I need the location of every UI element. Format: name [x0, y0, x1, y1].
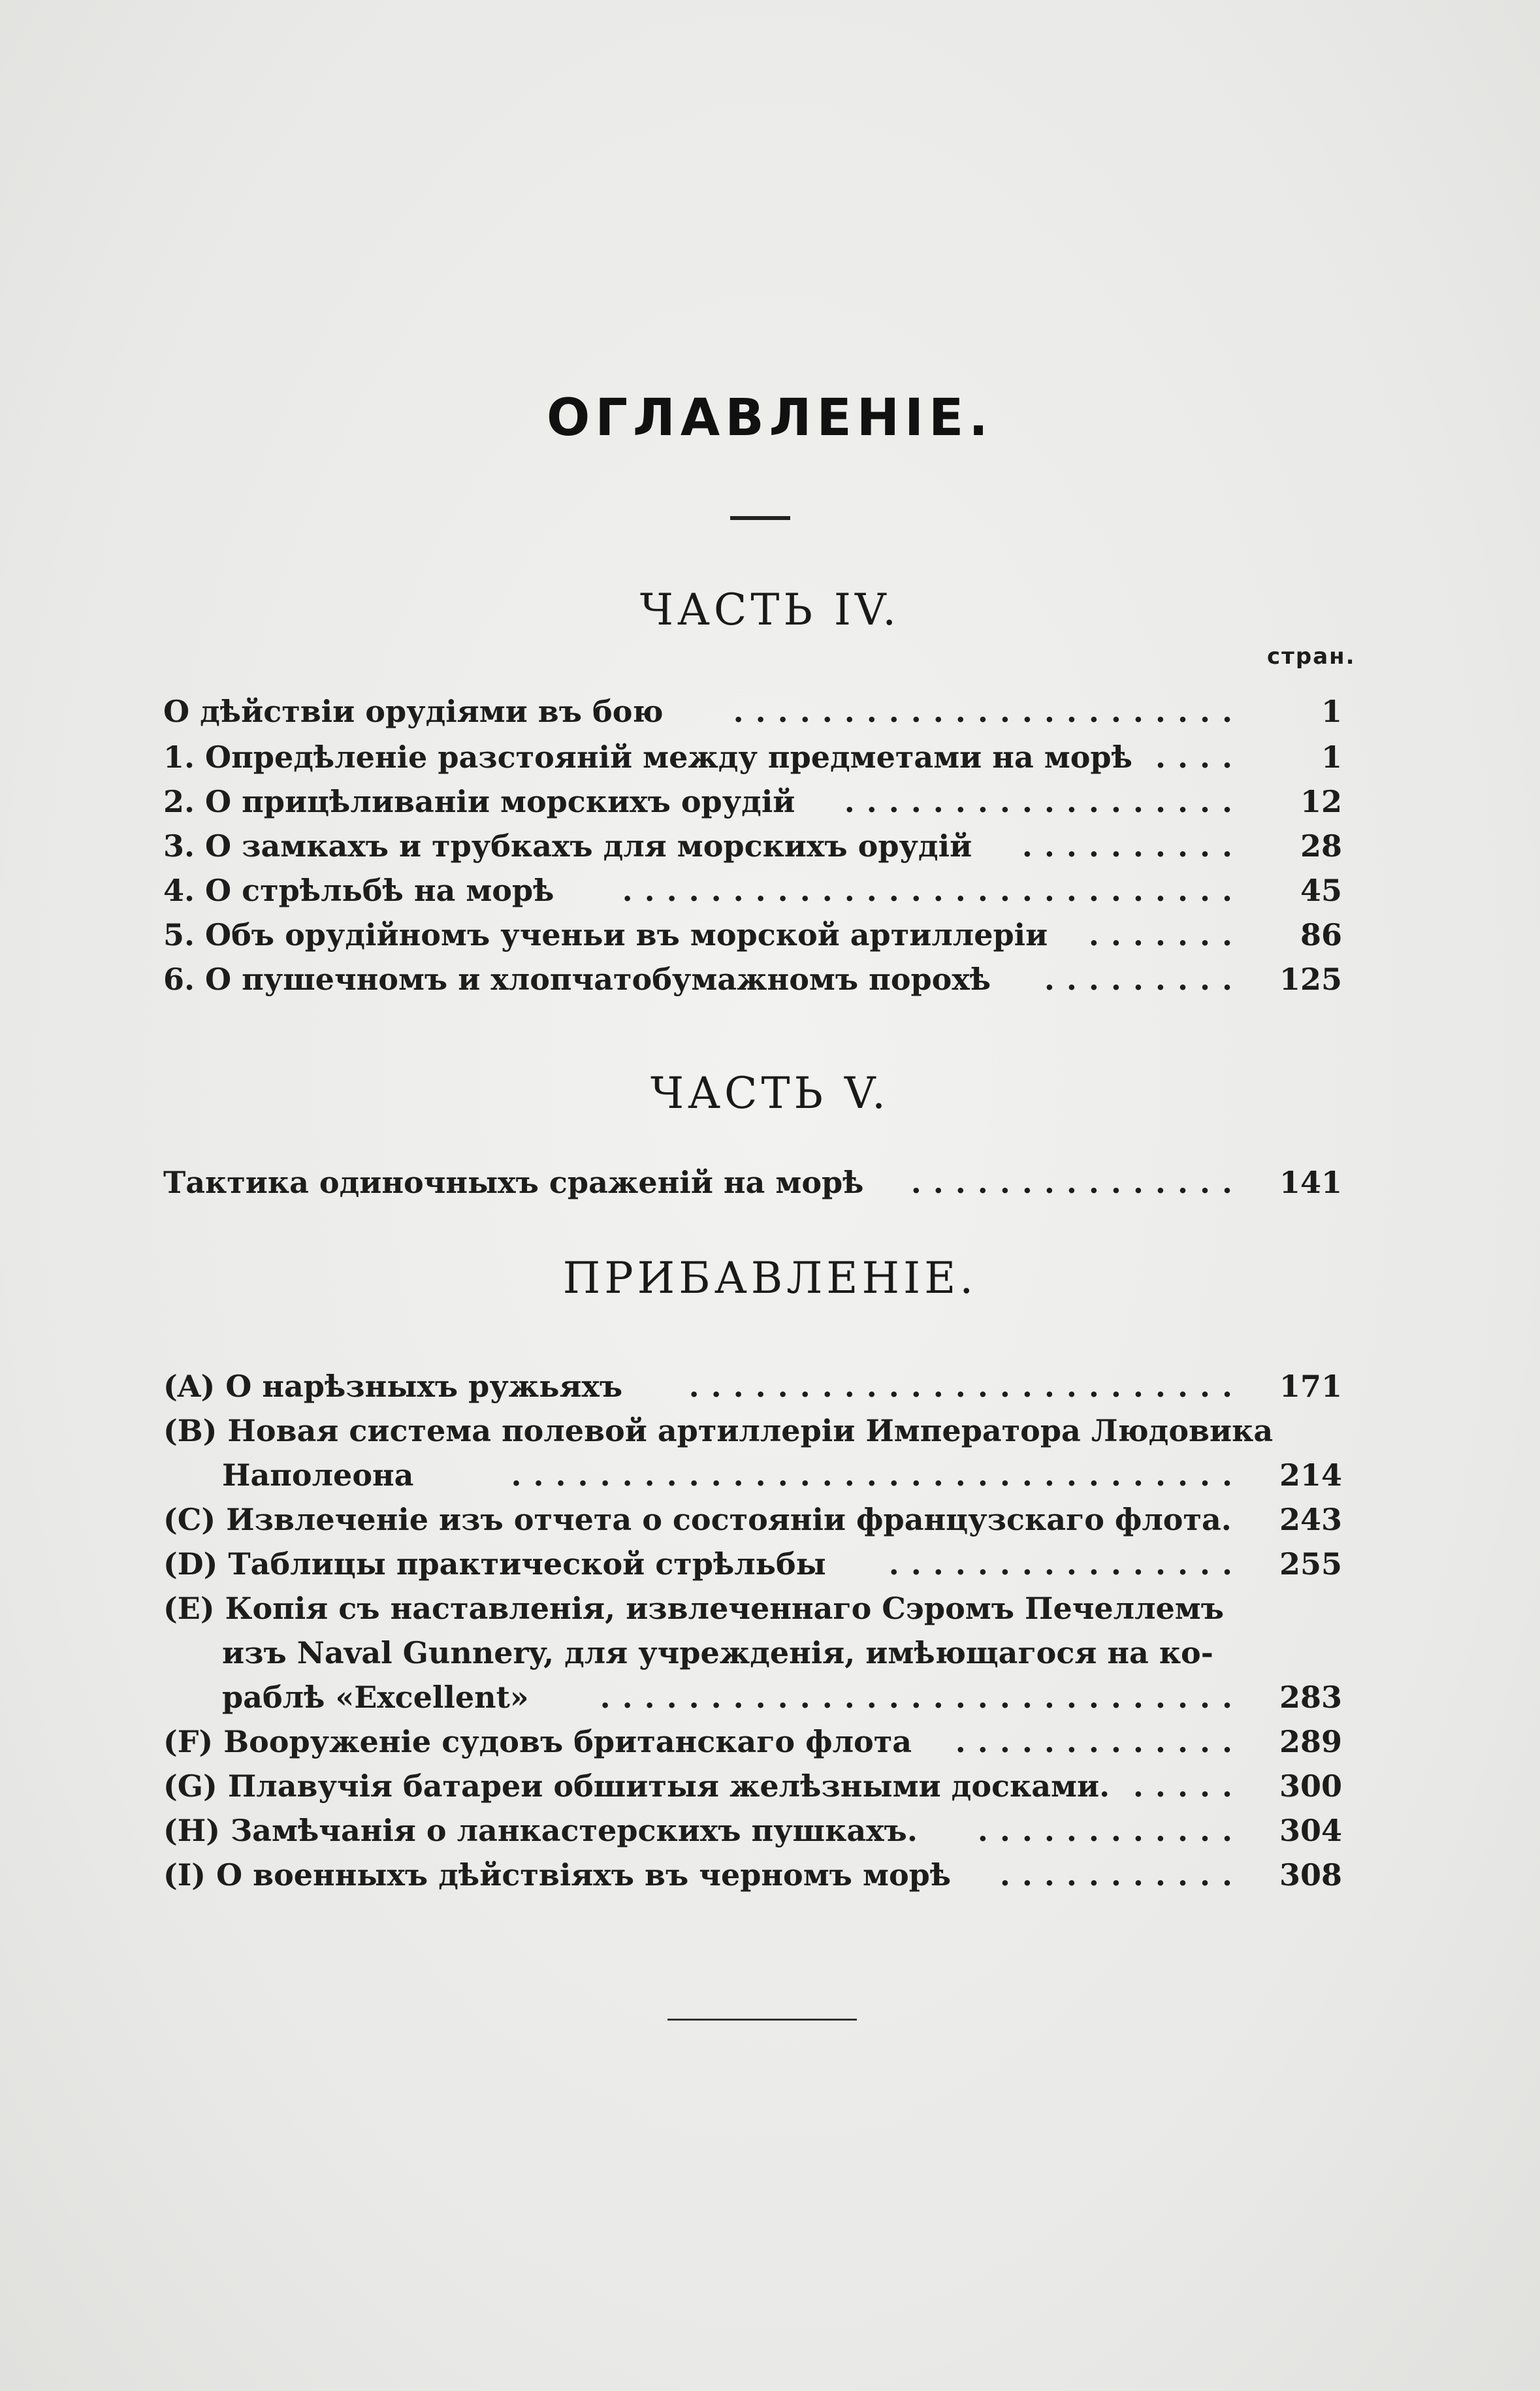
- toc-entry[interactable]: [163, 1543, 1342, 1585]
- toc-entry[interactable]: [163, 691, 1342, 732]
- dot-leader: .................................: [511, 1457, 1244, 1493]
- toc-entry-page: 28: [1300, 828, 1342, 864]
- toc-entry-continuation: [222, 1632, 1326, 1674]
- dot-leader: ............: [977, 1813, 1244, 1848]
- toc-entry[interactable]: [163, 781, 1342, 822]
- toc-entry[interactable]: [163, 1410, 1326, 1452]
- dot-leader: .....: [1132, 1768, 1244, 1804]
- toc-entry-text: (H) Замѣчанія о ланкастерскихъ пушкахъ.: [163, 1813, 918, 1848]
- toc-entry-text: О дѣйствіи орудіями въ бою: [163, 694, 664, 729]
- dot-leader: ...............: [910, 1165, 1244, 1200]
- toc-entry-text: 1. Опредѣленіе разстояній между предметами на морѣ: [163, 740, 1132, 775]
- toc-entry[interactable]: [163, 1854, 1342, 1896]
- toc-entry-text: (A) О нарѣзныхъ ружьяхъ: [163, 1369, 623, 1404]
- toc-entry-text: (E) Копія съ наставленія, извлеченнаго Сэромъ Печеллемъ: [163, 1591, 1225, 1626]
- toc-entry-text: Наполеона: [222, 1457, 414, 1493]
- toc-entry[interactable]: [163, 736, 1342, 778]
- toc-entry-page: 304: [1279, 1813, 1342, 1848]
- toc-entry-text: раблѣ «Excellent»: [222, 1680, 529, 1715]
- toc-entry-page: 141: [1279, 1165, 1342, 1200]
- page-title: ОГЛАВЛЕНІЕ.: [547, 389, 993, 447]
- toc-entry-text: (B) Новая система полевой артиллеріи Императора Людовика: [163, 1413, 1274, 1448]
- toc-entry-text: 4. О стрѣльбѣ на морѣ: [163, 873, 554, 908]
- toc-entry-text: (F) Вооруженіе судовъ британскаго флота: [163, 1724, 912, 1759]
- dot-leader: ....: [1155, 740, 1244, 775]
- dot-leader: ................: [888, 1546, 1244, 1582]
- toc-entry-continuation[interactable]: [222, 1454, 1342, 1496]
- toc-entry-page: 45: [1300, 873, 1342, 908]
- toc-entry-continuation[interactable]: [222, 1676, 1342, 1718]
- toc-entry-page: 125: [1279, 962, 1342, 997]
- toc-entry-page: 308: [1279, 1857, 1342, 1893]
- title-divider: [730, 516, 790, 520]
- toc-entry-page: 86: [1300, 917, 1342, 952]
- toc-entry-text: 5. Объ орудійномъ ученьи въ морской артиллеріи: [163, 917, 1048, 952]
- toc-entry[interactable]: [163, 1587, 1326, 1629]
- toc-entry-text: (D) Таблицы практической стрѣльбы: [163, 1546, 826, 1582]
- toc-entry-page: 1: [1321, 694, 1342, 729]
- toc-entry-text: изъ Naval Gunnery, для учрежденія, имѣющагося на ко-: [222, 1635, 1213, 1670]
- toc-entry-text: 6. О пушечномъ и хлопчатобумажномъ порохѣ: [163, 962, 991, 997]
- dot-leader: ............................: [622, 873, 1244, 908]
- toc-entry[interactable]: [163, 1810, 1342, 1851]
- toc-entry-page: 300: [1279, 1768, 1342, 1804]
- dot-leader: .......................: [733, 694, 1244, 729]
- dot-leader: ..........: [1021, 828, 1244, 864]
- toc-entry-page: 255: [1279, 1546, 1342, 1582]
- dot-leader: ...........: [999, 1857, 1244, 1893]
- dot-leader: .......: [1088, 917, 1244, 952]
- dot-leader: ..................: [844, 784, 1244, 819]
- toc-entry-text: (C) Извлеченіе изъ отчета о состояніи французскаго флота.: [163, 1502, 1232, 1537]
- toc-entry[interactable]: [163, 1765, 1342, 1807]
- toc-entry[interactable]: [163, 958, 1342, 1000]
- toc-entry[interactable]: [163, 870, 1342, 911]
- dot-leader: .............................: [600, 1680, 1244, 1715]
- toc-entry[interactable]: [163, 914, 1342, 956]
- toc-entry-text: Тактика одиночныхъ сраженій на морѣ: [163, 1165, 864, 1200]
- toc-entry[interactable]: [163, 1499, 1342, 1540]
- toc-entry-page: 283: [1279, 1680, 1342, 1715]
- toc-entry[interactable]: [163, 1162, 1342, 1203]
- toc-entry-page: 1: [1321, 740, 1342, 775]
- toc-entry[interactable]: [163, 1365, 1342, 1407]
- toc-entry-text: 2. О прицѣливаніи морскихъ орудій: [163, 784, 795, 819]
- bottom-divider: [667, 2019, 857, 2021]
- toc-entry-text: 3. О замкахъ и трубкахъ для морскихъ орудій: [163, 828, 972, 864]
- toc-entry[interactable]: [163, 825, 1342, 867]
- toc-entry-page: 214: [1279, 1457, 1342, 1493]
- toc-entry-text: (I) О военныхъ дѣйствіяхъ въ черномъ морѣ: [163, 1857, 952, 1893]
- toc-entry-page: 289: [1279, 1724, 1342, 1759]
- page-column-label: стран.: [1267, 643, 1356, 670]
- dot-leader: .........................: [688, 1369, 1244, 1404]
- toc-entry-page: 243: [1279, 1502, 1342, 1537]
- toc-entry-page: 12: [1300, 784, 1342, 819]
- toc-entry-text: (G) Плавучія батареи обшитыя желѣзными досками.: [163, 1768, 1110, 1804]
- toc-entry[interactable]: [163, 1721, 1342, 1763]
- dot-leader: .............: [955, 1724, 1244, 1759]
- dot-leader: .........: [1044, 962, 1244, 997]
- part-5-heading: ЧАСТЬ V.: [650, 1068, 890, 1118]
- appendix-heading: ПРИБАВЛЕНІЕ.: [562, 1253, 978, 1303]
- part-4-heading: ЧАСТЬ IV.: [639, 585, 901, 635]
- toc-entry-page: 171: [1279, 1369, 1342, 1404]
